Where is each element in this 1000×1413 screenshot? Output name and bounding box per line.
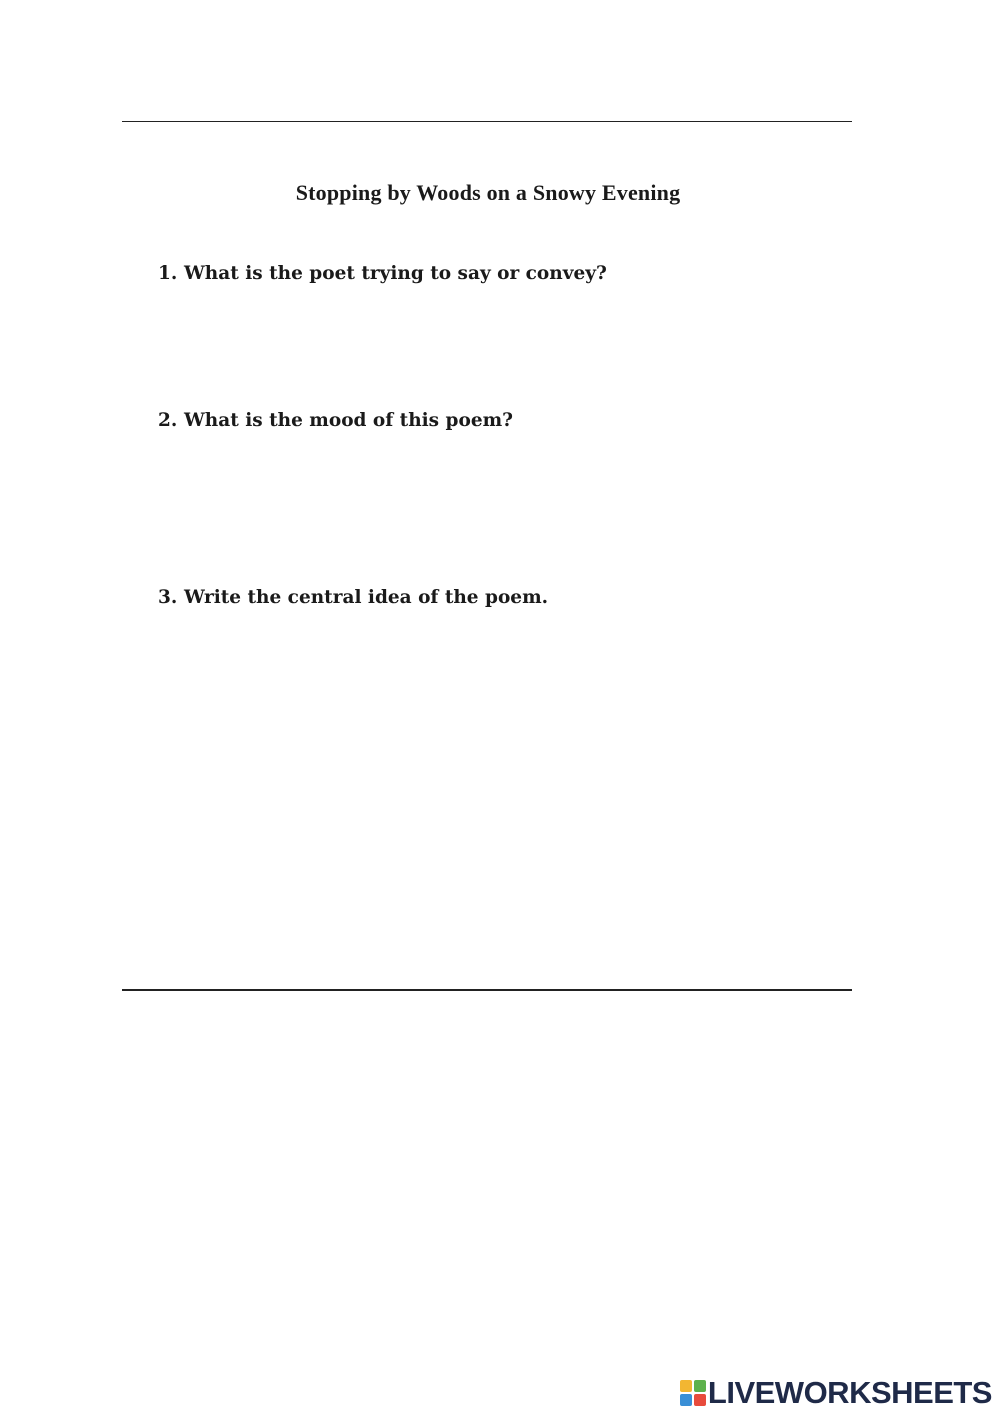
question-number: 3. xyxy=(158,587,178,608)
question-3 xyxy=(158,587,548,608)
brand-name: LIVEWORKSHEETS xyxy=(707,1375,992,1410)
question-number: 1. xyxy=(158,263,178,284)
top-divider xyxy=(122,121,852,122)
question-2 xyxy=(158,410,513,431)
bottom-divider xyxy=(122,989,852,991)
liveworksheets-logo-icon xyxy=(680,1380,706,1406)
page-title: Stopping by Woods on a Snowy Evening xyxy=(295,180,681,205)
question-number: 2. xyxy=(158,410,178,431)
question-1 xyxy=(158,263,607,284)
question-text: Write the central idea of the poem. xyxy=(184,587,549,608)
question-text: What is the mood of this poem? xyxy=(184,410,513,431)
question-text: What is the poet trying to say or convey? xyxy=(184,263,607,284)
liveworksheets-branding[interactable] xyxy=(680,1377,992,1409)
